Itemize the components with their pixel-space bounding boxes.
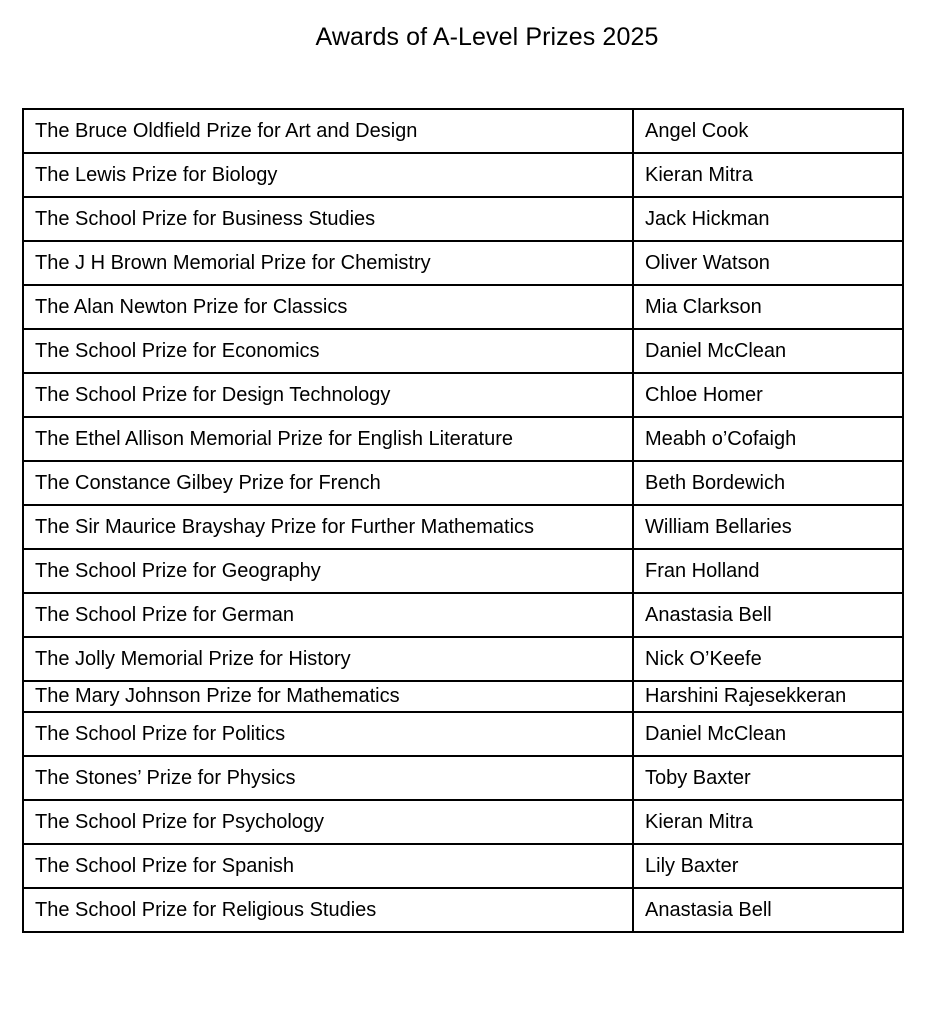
prize-name: The Sir Maurice Brayshay Prize for Further Mathematics — [23, 505, 633, 549]
table-row — [23, 888, 903, 932]
prize-name: The School Prize for Geography — [23, 549, 633, 593]
prize-name: The School Prize for Design Technology — [23, 373, 633, 417]
winner-name: Toby Baxter — [633, 756, 903, 800]
table-row — [23, 637, 903, 681]
winner-name: Beth Bordewich — [633, 461, 903, 505]
prize-name: The School Prize for Politics — [23, 712, 633, 756]
prize-name: The School Prize for Spanish — [23, 844, 633, 888]
table-row — [23, 756, 903, 800]
prize-name: The School Prize for Religious Studies — [23, 888, 633, 932]
table-row — [23, 417, 903, 461]
winner-name: Kieran Mitra — [633, 800, 903, 844]
table-row — [23, 712, 903, 756]
winner-name: Kieran Mitra — [633, 153, 903, 197]
winner-name: Lily Baxter — [633, 844, 903, 888]
winner-name: Angel Cook — [633, 109, 903, 153]
winner-name: Oliver Watson — [633, 241, 903, 285]
table-row — [23, 153, 903, 197]
prize-name: The J H Brown Memorial Prize for Chemistry — [23, 241, 633, 285]
prize-name: The Lewis Prize for Biology — [23, 153, 633, 197]
table-row — [23, 461, 903, 505]
table-row — [23, 241, 903, 285]
winner-name: Anastasia Bell — [633, 888, 903, 932]
prize-name: The School Prize for Business Studies — [23, 197, 633, 241]
prize-name: The School Prize for Economics — [23, 329, 633, 373]
winner-name: Daniel McClean — [633, 329, 903, 373]
prize-name: The Bruce Oldfield Prize for Art and Design — [23, 109, 633, 153]
table-row — [23, 329, 903, 373]
prize-name: The Alan Newton Prize for Classics — [23, 285, 633, 329]
winner-name: Meabh o’Cofaigh — [633, 417, 903, 461]
winner-name: Daniel McClean — [633, 712, 903, 756]
table-row — [23, 285, 903, 329]
prize-name: The Ethel Allison Memorial Prize for English Literature — [23, 417, 633, 461]
winner-name: Harshini Rajesekkeran — [633, 681, 903, 712]
prize-name: The School Prize for Psychology — [23, 800, 633, 844]
winner-name: Fran Holland — [633, 549, 903, 593]
table-row — [23, 197, 903, 241]
prize-name: The Jolly Memorial Prize for History — [23, 637, 633, 681]
table-row — [23, 505, 903, 549]
table-row — [23, 800, 903, 844]
page-title: Awards of A-Level Prizes 2025 — [315, 23, 659, 51]
winner-name: Chloe Homer — [633, 373, 903, 417]
prize-name: The School Prize for German — [23, 593, 633, 637]
winner-name: Anastasia Bell — [633, 593, 903, 637]
winner-name: William Bellaries — [633, 505, 903, 549]
awards-table — [22, 108, 904, 933]
table-row — [23, 844, 903, 888]
prize-name: The Stones’ Prize for Physics — [23, 756, 633, 800]
table-row — [23, 593, 903, 637]
winner-name: Jack Hickman — [633, 197, 903, 241]
winner-name: Mia Clarkson — [633, 285, 903, 329]
winner-name: Nick O’Keefe — [633, 637, 903, 681]
table-row — [23, 681, 903, 712]
prize-name: The Constance Gilbey Prize for French — [23, 461, 633, 505]
table-row — [23, 109, 903, 153]
table-row — [23, 373, 903, 417]
table-row — [23, 549, 903, 593]
prize-name: The Mary Johnson Prize for Mathematics — [23, 681, 633, 712]
